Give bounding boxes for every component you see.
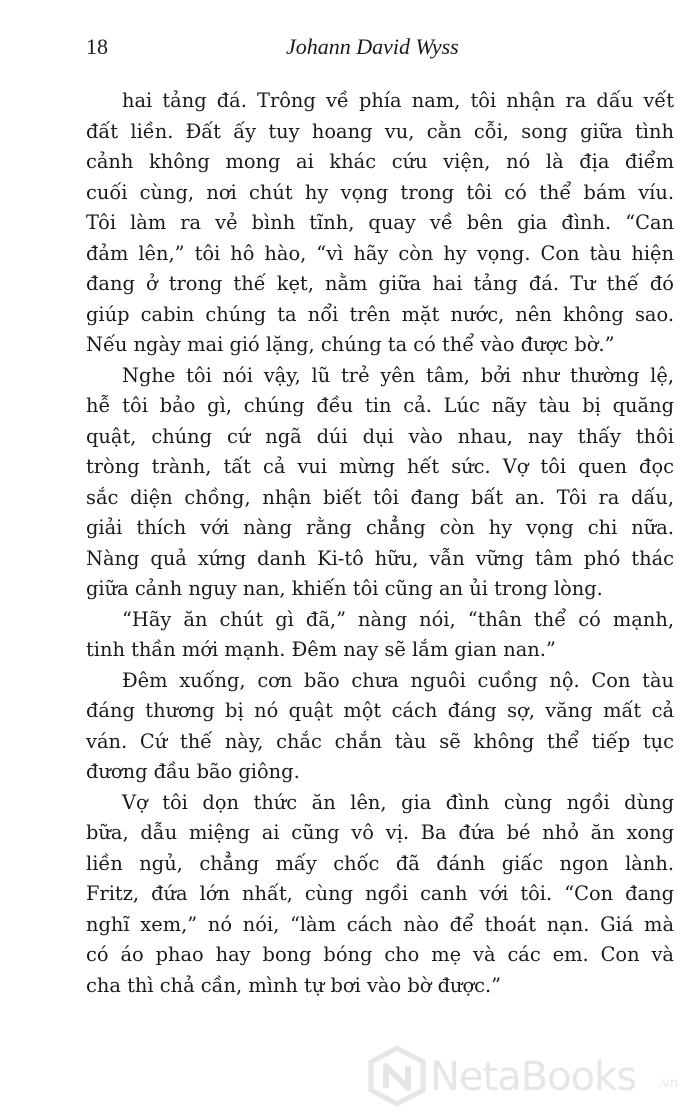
text-line: có áo phao hay bong bóng cho mẹ và các em. Con và [86, 943, 674, 966]
text-line: giải thích với nàng rằng chẳng còn hy vọng chi nữa. [86, 516, 674, 539]
text-line: đáng thương bị nó quật một cách đáng sợ, văng mất cả [86, 699, 674, 722]
text-line: ván. Cứ thế này, chắc chắn tàu sẽ không thể tiếp tục [86, 729, 674, 753]
text-line: đang ở trong thế kẹt, nằm giữa hai tảng đá. Tư thế đó [86, 272, 674, 295]
text-line: bữa, dẫu miệng ai cũng vô vị. Ba đứa bé nhỏ ăn xong [86, 821, 674, 844]
text-line: nghĩ xem,” nó nói, “làm cách nào để thoát nạn. Giá mà [86, 912, 674, 936]
text-line: Tôi làm ra vẻ bình tĩnh, quay về bên gia đình. “Can [86, 211, 674, 234]
text-line: hai tảng đá. Trông về phía nam, tôi nhận ra dấu vết [122, 89, 674, 112]
text-line: cuối cùng, nơi chút hy vọng trong tôi có thể bám víu. [86, 180, 674, 204]
text-line: tròng trành, tất cả vui mừng hết sức. Vợ tôi quen đọc [86, 455, 674, 478]
text-line: cảnh không mong ai khác cứu viện, nó là địa điểm [86, 150, 674, 173]
text-line: hễ tôi bảo gì, chúng đều tin cả. Lúc nãy tàu bị quăng [86, 394, 674, 417]
text-line: Đêm xuống, cơn bão chưa nguôi cuồng nộ. Con tàu [122, 668, 674, 692]
text-line: Nàng quả xứng danh Ki-tô hữu, vẫn vững tâm phó thác [86, 546, 674, 570]
body-text [86, 86, 674, 1001]
text-line: quật, chúng cứ ngã dúi dụi vào nhau, nay thấy thôi [86, 424, 674, 448]
page-header [0, 34, 700, 66]
paragraph [86, 788, 674, 1002]
running-head: Johann David Wyss [286, 34, 459, 59]
text-line: đảm lên,” tôi hô hào, “vì hãy còn hy vọng. Con tàu hiện [86, 241, 674, 265]
paragraph [86, 605, 674, 666]
text-line: cha thì chả cần, mình tự bơi vào bờ được.” [86, 973, 502, 997]
watermark-text: NetaBooks [430, 1054, 637, 1100]
page-number: 18 [86, 34, 108, 59]
text-line: Nghe tôi nói vậy, lũ trẻ yên tâm, bởi như thường lệ, [122, 363, 674, 387]
text-line: giữa cảnh nguy nan, khiến tôi cũng an ủi trong lòng. [86, 577, 603, 600]
text-line: đất liền. Đất ấy tuy hoang vu, cằn cỗi, song giữa tình [86, 119, 674, 143]
n-hexagon-logo-icon [368, 1046, 426, 1106]
text-line: “Hãy ăn chút gì đã,” nàng nói, “thân thể có mạnh, [122, 607, 674, 631]
watermark [368, 1046, 688, 1110]
text-line: Vợ tôi dọn thức ăn lên, gia đình cùng ngồi dùng [122, 790, 674, 814]
text-line: tinh thần mới mạnh. Đêm nay sẽ lắm gian nan.” [86, 638, 556, 661]
text-line: đương đầu bão giông. [86, 760, 300, 783]
text-line: Fritz, đứa lớn nhất, cùng ngồi canh với tôi. “Con đang [86, 882, 674, 905]
text-line: giúp cabin chúng ta nổi trên mặt nước, nên không sao. [86, 302, 674, 326]
paragraph [86, 86, 674, 361]
text-line: Nếu ngày mai gió lặng, chúng ta có thể vào được bờ.” [86, 333, 615, 356]
paragraph [86, 666, 674, 788]
text-line: liền ngủ, chẳng mấy chốc đã đánh giấc ngon lành. [86, 851, 674, 875]
paragraph [86, 361, 674, 605]
text-line: sắc diện chồng, nhận biết tôi đang bất an. Tôi ra dấu, [86, 485, 674, 509]
watermark-suffix: .vn [658, 1076, 679, 1091]
